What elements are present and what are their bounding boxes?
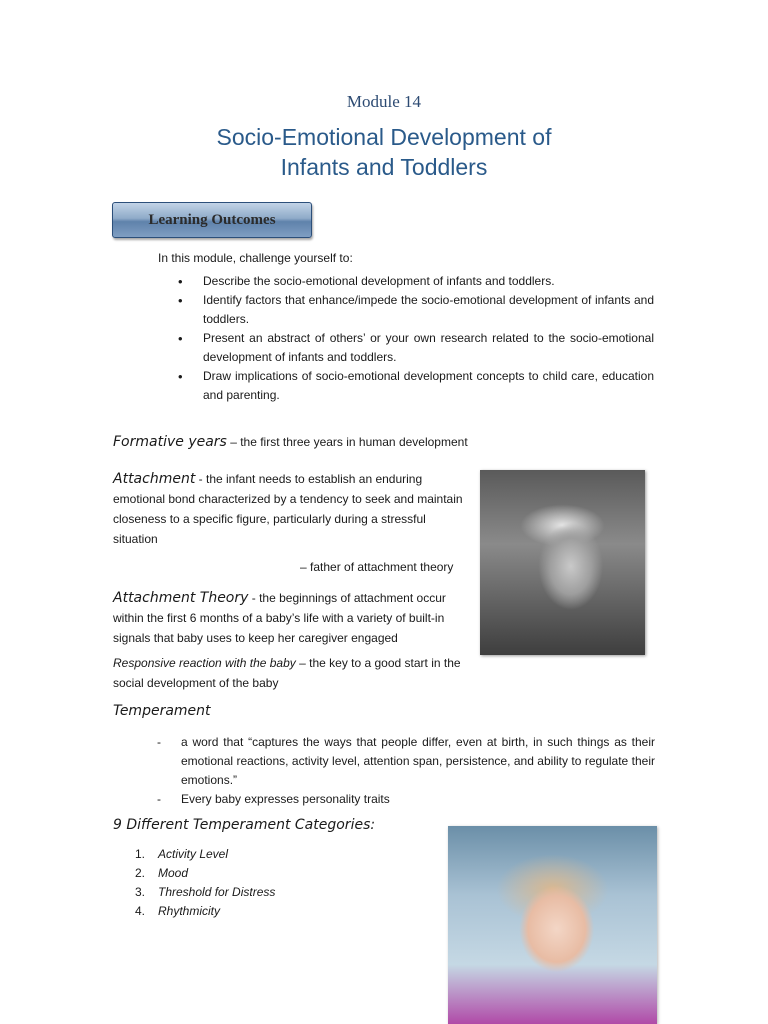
responsive-definition: – the key to a good start in the social development of the baby xyxy=(113,656,461,690)
temperament-list xyxy=(157,733,655,809)
list-item: • Draw implications of socio-emotional development concepts to child care, education and parenting. xyxy=(178,367,654,405)
list-item: 1. Activity Level xyxy=(135,847,229,861)
portrait-photo xyxy=(480,470,645,655)
page-title xyxy=(0,122,768,182)
module-number: Module 14 xyxy=(346,92,422,111)
attachment-entry xyxy=(113,469,465,549)
attachment-definition: - the infant needs to establish an enduring emotional bond characterized by a tendency to seek and maintain closeness to a specific figure, particularly during a stressful situation xyxy=(113,472,463,546)
list-item: - Every baby expresses personality traits xyxy=(157,790,655,809)
outcomes-list xyxy=(178,272,654,405)
list-item: • Describe the socio-emotional development of infants and toddlers. xyxy=(178,272,654,291)
list-item: • Identify factors that enhance/impede the socio-emotional development of infants and toddlers. xyxy=(178,291,654,329)
formative-years-entry xyxy=(113,434,468,450)
child-photo xyxy=(448,826,657,1024)
list-item: 3. Threshold for Distress xyxy=(135,885,276,899)
title-line-2: Infants and Toddlers xyxy=(280,154,488,180)
learning-outcomes-label: Learning Outcomes xyxy=(148,212,276,228)
list-item: 2. Mood xyxy=(135,866,189,880)
categories-heading: 9 Different Temperament Categories: xyxy=(113,817,376,833)
responsive-term: Responsive reaction with the baby xyxy=(113,656,296,670)
list-item: • Present an abstract of others’ or your own research related to the socio-emotional development of infants and toddlers. xyxy=(178,329,654,367)
categories-list xyxy=(135,845,275,921)
list-item: - a word that “captures the ways that people differ, even at birth, in such things as their emotional reactions, activity level, attention span, persistence, and ability to regulate their emotions.” xyxy=(157,733,655,790)
attachment-note: – father of attachment theory xyxy=(300,560,454,574)
attachment-theory-term: Attachment Theory xyxy=(113,590,249,606)
formative-term: Formative years xyxy=(113,434,227,450)
attachment-theory-entry xyxy=(113,588,465,648)
list-item: 4. Rhythmicity xyxy=(135,904,221,918)
attachment-theory-definition: - the beginnings of attachment occur within the first 6 months of a baby’s life with a variety of built-in signals that baby uses to keep her caregiver engaged xyxy=(113,591,446,645)
outcomes-intro: In this module, challenge yourself to: xyxy=(158,251,353,265)
learning-outcomes-banner xyxy=(112,202,312,238)
attachment-term: Attachment xyxy=(113,471,196,487)
formative-definition: – the first three years in human development xyxy=(226,435,468,449)
temperament-heading: Temperament xyxy=(113,703,211,719)
responsive-entry xyxy=(113,653,465,693)
title-line-1: Socio-Emotional Development of xyxy=(216,124,552,150)
